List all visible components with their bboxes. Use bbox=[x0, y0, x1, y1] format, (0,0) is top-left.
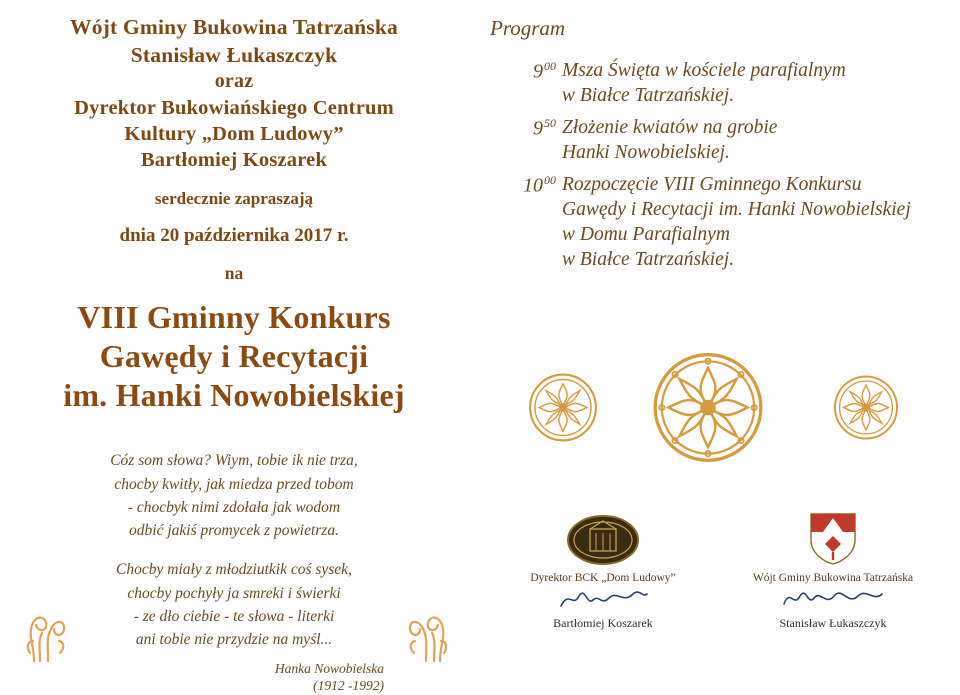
schedule-text-continuation: Hanki Nowobielskiej. bbox=[562, 141, 730, 163]
schedule-text-main: Złożenie kwiatów na grobie bbox=[562, 116, 778, 138]
schedule-hour: 9 bbox=[533, 60, 543, 83]
schedule-text-continuation: w Domu Parafialnym bbox=[562, 223, 730, 245]
signature-role: Wójt Gminy Bukowina Tatrzańska bbox=[752, 572, 914, 584]
schedule-text bbox=[562, 173, 911, 273]
event-title-line: VIII Gminny Konkurs bbox=[77, 299, 391, 336]
na-word: na bbox=[224, 263, 244, 284]
event-date: dnia 20 października 2017 r. bbox=[119, 225, 349, 247]
poem-line: Cóz som słowa? Wiym, tobie ik nie trza, bbox=[110, 452, 358, 470]
signature-name: Stanisław Łukaszczyk bbox=[779, 616, 887, 630]
invite-verb: serdecznie zapraszają bbox=[154, 189, 314, 209]
event-title-line: im. Hanki Nowobielskiej bbox=[63, 377, 405, 414]
invitation-line: Wójt Gminy Bukowina Tatrzańska bbox=[70, 15, 398, 39]
invitation-line: Kultury „Dom Ludowy” bbox=[124, 122, 344, 145]
schedule-minutes: 50 bbox=[544, 115, 556, 130]
poem-line: - chocbyk nimi zdołała jak wodom bbox=[127, 498, 341, 516]
schedule-minutes: 00 bbox=[544, 59, 556, 73]
schedule-time bbox=[490, 173, 562, 198]
poem-author-block bbox=[0, 661, 468, 695]
rosette-icon bbox=[833, 375, 899, 446]
flourish-icon bbox=[24, 593, 70, 663]
coat-of-arms-emblem-icon bbox=[728, 510, 938, 566]
poem bbox=[0, 449, 468, 695]
left-column bbox=[0, 0, 468, 694]
invitation-line: Dyrektor Bukowiańskiego Centrum bbox=[74, 96, 394, 119]
schedule-time bbox=[490, 116, 562, 141]
signature-row bbox=[498, 510, 948, 660]
schedule-item bbox=[490, 59, 960, 109]
poem-line: - ze dło ciebie - te słowa - literki bbox=[133, 607, 335, 625]
signature-block bbox=[498, 510, 708, 631]
poem-line: ani tobie nie przydzie na myśl... bbox=[135, 631, 333, 649]
poem-line: odbić jakiś promycek z powietrza. bbox=[129, 522, 339, 540]
invitation-block bbox=[0, 14, 468, 173]
schedule-item bbox=[490, 116, 960, 166]
event-title-line: Gawędy i Recytacji bbox=[99, 338, 369, 375]
rosette-row bbox=[528, 355, 928, 465]
seal-emblem-icon bbox=[498, 510, 708, 566]
invitation-line: oraz bbox=[214, 70, 254, 93]
program-schedule bbox=[490, 59, 960, 273]
schedule-text-continuation: Gawędy i Recytacji im. Hanki Nowobielskiej bbox=[562, 198, 911, 220]
schedule-time bbox=[490, 59, 562, 84]
poem-author-years: (1912 -1992) bbox=[313, 678, 384, 694]
poem-line: Chocby miały z młodziutkik coś sysek, bbox=[116, 561, 352, 579]
poem-author-name: Hanka Nowobielska bbox=[274, 661, 384, 677]
program-heading: Program bbox=[490, 16, 566, 40]
signature-block bbox=[728, 510, 938, 631]
right-column bbox=[468, 0, 960, 677]
invitation-line: Bartłomiej Koszarek bbox=[140, 149, 328, 172]
rosette-icon bbox=[528, 373, 598, 448]
poem-stanza bbox=[0, 449, 468, 542]
schedule-hour: 9 bbox=[533, 117, 543, 140]
poem-line: chocby kwitły, jak miedza przed tobom bbox=[114, 475, 354, 493]
schedule-minutes: 00 bbox=[544, 172, 556, 187]
schedule-text-continuation: w Białce Tatrzańskiej. bbox=[562, 248, 735, 270]
signature-script bbox=[498, 584, 708, 614]
flourish-icon bbox=[404, 593, 450, 663]
schedule-item bbox=[490, 173, 960, 273]
schedule-hour: 10 bbox=[523, 174, 543, 197]
poem-stanza bbox=[0, 558, 468, 651]
rosette-large-icon bbox=[653, 353, 763, 468]
schedule-text-main: Msza Święta w kościele parafialnym bbox=[562, 60, 846, 81]
event-title bbox=[0, 298, 468, 415]
signature-role: Dyrektor BCK „Dom Ludowy” bbox=[530, 572, 676, 584]
schedule-text bbox=[562, 59, 846, 109]
schedule-text-main: Rozpoczęcie VIII Gminnego Konkursu bbox=[562, 173, 862, 195]
schedule-text-continuation: w Białce Tatrzańskiej. bbox=[562, 84, 735, 106]
signature-name: Bartłomiej Koszarek bbox=[553, 616, 653, 630]
signature-script bbox=[728, 584, 938, 614]
invitation-line: Stanisław Łukaszczyk bbox=[130, 42, 338, 67]
poem-line: chocby pochyły ja smreki i świerki bbox=[127, 584, 341, 602]
schedule-text bbox=[562, 116, 777, 166]
